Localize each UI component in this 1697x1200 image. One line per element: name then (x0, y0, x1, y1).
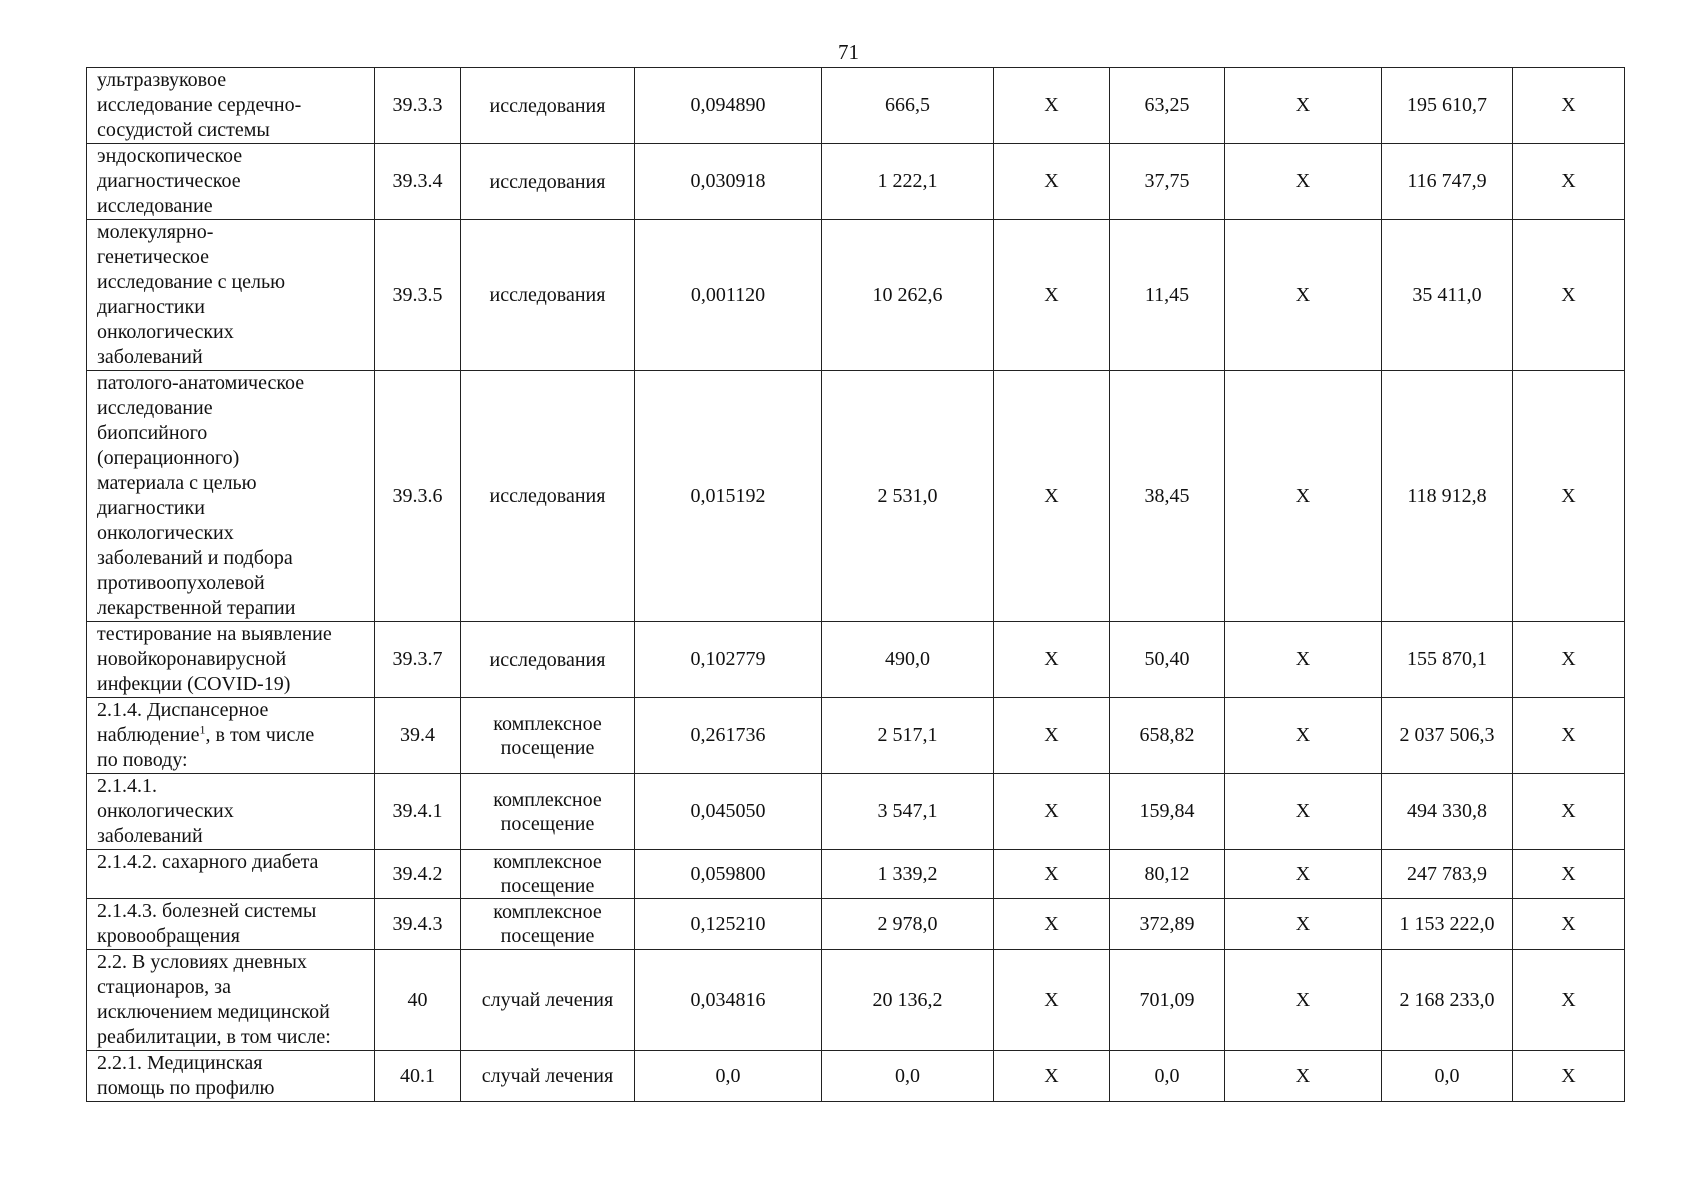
cell-text-line: комплексное (493, 712, 602, 735)
table-row (87, 698, 1625, 774)
x-mark-cell: Х (1225, 899, 1382, 950)
x-mark-cell: Х (994, 850, 1110, 899)
cell-text-line: исследования (489, 170, 606, 193)
x-mark-cell: Х (1225, 144, 1382, 220)
cell-text-line: (операционного) (97, 447, 240, 469)
total-cell: 2 168 233,0 (1382, 950, 1513, 1051)
row-code-cell: 40 (375, 950, 461, 1051)
total-cell: 116 747,9 (1382, 144, 1513, 220)
total-cell: 2 037 506,3 (1382, 698, 1513, 774)
x-mark-cell: Х (994, 1051, 1110, 1102)
x-mark-cell: Х (1225, 371, 1382, 622)
row-code-cell: 39.3.4 (375, 144, 461, 220)
unit-cell (461, 698, 635, 774)
x-mark-cell: Х (994, 899, 1110, 950)
row-code-cell: 40.1 (375, 1051, 461, 1102)
cell-text-line: патолого-анатомическое (97, 372, 305, 394)
cell-text-line: 2.2. В условиях дневных (97, 951, 307, 973)
per-capita-cell: 50,40 (1110, 622, 1225, 698)
cell-text-line: онкологических (97, 522, 234, 544)
cell-text-line: эндоскопическое (97, 145, 243, 167)
total-cell: 155 870,1 (1382, 622, 1513, 698)
per-capita-cell: 80,12 (1110, 850, 1225, 899)
x-mark-cell: Х (994, 698, 1110, 774)
per-capita-cell: 658,82 (1110, 698, 1225, 774)
cost-cell: 20 136,2 (822, 950, 994, 1051)
table-row (87, 371, 1625, 622)
total-cell: 118 912,8 (1382, 371, 1513, 622)
total-cell: 35 411,0 (1382, 220, 1513, 371)
per-capita-cell: 372,89 (1110, 899, 1225, 950)
total-cell: 247 783,9 (1382, 850, 1513, 899)
cell-text-line: диагностики (97, 497, 205, 519)
per-capita-cell: 159,84 (1110, 774, 1225, 850)
cell-text-line: тестирование на выявление (97, 623, 332, 645)
cell-text-line: 2.2.1. Медицинская (97, 1052, 263, 1074)
x-mark-cell: Х (1225, 850, 1382, 899)
cell-text-line: биопсийного (97, 422, 208, 444)
cell-text-line: исследования (489, 94, 606, 117)
cell-text-line: случай лечения (481, 1065, 614, 1087)
cell-text-line: помощь по профилю (97, 1077, 275, 1099)
per-capita-cell: 63,25 (1110, 68, 1225, 144)
total-cell: 0,0 (1382, 1051, 1513, 1102)
x-mark-cell: Х (1513, 899, 1625, 950)
per-capita-cell: 38,45 (1110, 371, 1225, 622)
cell-text-line: диагностики (97, 296, 205, 318)
table-row (87, 622, 1625, 698)
cell-text-line: материала с целью (97, 472, 257, 494)
cost-cell: 2 531,0 (822, 371, 994, 622)
cell-text-line: по поводу: (97, 749, 188, 771)
cell-text-line: комплексное (493, 901, 602, 923)
x-mark-cell: Х (1225, 698, 1382, 774)
per-capita-cell: 701,09 (1110, 950, 1225, 1051)
x-mark-cell: Х (994, 622, 1110, 698)
unit-cell (461, 371, 635, 622)
cell-text-line: 2.1.4. Диспансерное (97, 699, 269, 721)
row-code-cell: 39.3.6 (375, 371, 461, 622)
x-mark-cell: Х (1513, 698, 1625, 774)
service-name-cell (87, 68, 375, 144)
cost-cell: 3 547,1 (822, 774, 994, 850)
cell-text-line: комплексное (493, 788, 602, 811)
norm-cell: 0,045050 (635, 774, 822, 850)
x-mark-cell: Х (1225, 68, 1382, 144)
cell-text-line: случай лечения (481, 989, 614, 1011)
total-cell: 1 153 222,0 (1382, 899, 1513, 950)
cell-text-line: посещение (500, 875, 595, 897)
unit-cell (461, 850, 635, 899)
norm-cell: 0,001120 (635, 220, 822, 371)
table-row (87, 68, 1625, 144)
table-body (87, 68, 1625, 1102)
row-code-cell: 39.4 (375, 698, 461, 774)
x-mark-cell: Х (994, 144, 1110, 220)
cell-text-line: исследования (489, 485, 606, 507)
cell-text-line: онкологических (97, 800, 234, 822)
footnote-marker: 1 (199, 722, 206, 737)
x-mark-cell: Х (1513, 950, 1625, 1051)
x-mark-cell: Х (1513, 220, 1625, 371)
cell-text-line: исследование (97, 195, 213, 217)
service-name-cell (87, 371, 375, 622)
cell-text-line: диагностическое (97, 170, 241, 192)
cell-text-line: кровообращения (97, 925, 240, 947)
cell-text-line: 2.1.4.3. болезней системы (97, 900, 317, 922)
cell-text-line: наблюдение (97, 724, 200, 746)
service-name-cell (87, 622, 375, 698)
norm-cell: 0,030918 (635, 144, 822, 220)
total-cell: 195 610,7 (1382, 68, 1513, 144)
cell-text-line: комплексное (493, 851, 602, 873)
page-number: 71 (838, 40, 859, 64)
unit-cell (461, 68, 635, 144)
norm-cell: 0,0 (635, 1051, 822, 1102)
table-row (87, 774, 1625, 850)
norm-cell: 0,125210 (635, 899, 822, 950)
cell-text-line: 2.1.4.1. (97, 775, 157, 797)
cell-text-line: исследование с целью (97, 271, 286, 293)
cost-cell: 1 339,2 (822, 850, 994, 899)
cell-text-line: исключением медицинской (97, 1001, 330, 1023)
cell-text-line: ультразвуковое (97, 69, 227, 91)
service-name-cell (87, 144, 375, 220)
per-capita-cell: 11,45 (1110, 220, 1225, 371)
norm-cell: 0,059800 (635, 850, 822, 899)
unit-cell (461, 144, 635, 220)
service-name-cell (87, 220, 375, 371)
cell-text-line: заболеваний (97, 346, 203, 368)
cell-text-line: новойкоронавирусной (97, 648, 287, 670)
x-mark-cell: Х (1225, 950, 1382, 1051)
unit-cell (461, 220, 635, 371)
table-row (87, 1051, 1625, 1102)
cost-cell: 2 517,1 (822, 698, 994, 774)
cost-cell: 2 978,0 (822, 899, 994, 950)
norm-cell: 0,261736 (635, 698, 822, 774)
cell-text-line: стационаров, за (97, 976, 231, 998)
table-row (87, 899, 1625, 950)
cost-cell: 0,0 (822, 1051, 994, 1102)
cell-text-line: посещение (500, 925, 595, 947)
cell-text-line: сосудистой системы (97, 119, 270, 141)
total-cell: 494 330,8 (1382, 774, 1513, 850)
cell-text-line: 2.1.4.2. сахарного диабета (97, 851, 319, 873)
cell-text-line: посещение (500, 812, 595, 835)
cell-text-line: исследования (489, 648, 606, 671)
x-mark-cell: Х (1513, 622, 1625, 698)
cell-text-line: инфекции (COVID-19) (97, 673, 291, 695)
row-code-cell: 39.4.1 (375, 774, 461, 850)
x-mark-cell: Х (1513, 371, 1625, 622)
per-capita-cell: 0,0 (1110, 1051, 1225, 1102)
row-code-cell: 39.3.3 (375, 68, 461, 144)
x-mark-cell: Х (1225, 774, 1382, 850)
service-name-cell (87, 698, 375, 774)
per-capita-cell: 37,75 (1110, 144, 1225, 220)
cell-text-line: генетическое (97, 246, 209, 268)
table-row (87, 220, 1625, 371)
cell-text-line: посещение (500, 736, 595, 759)
unit-cell (461, 899, 635, 950)
row-code-cell: 39.3.5 (375, 220, 461, 371)
cost-cell: 490,0 (822, 622, 994, 698)
service-name-cell (87, 1051, 375, 1102)
service-name-cell (87, 774, 375, 850)
cell-text-line: реабилитации, в том числе: (97, 1026, 331, 1048)
cell-text-line: исследования (489, 284, 606, 306)
norm-cell: 0,102779 (635, 622, 822, 698)
cell-text-line: исследование (97, 397, 213, 419)
x-mark-cell: Х (1225, 622, 1382, 698)
norm-cell: 0,015192 (635, 371, 822, 622)
cost-cell: 1 222,1 (822, 144, 994, 220)
x-mark-cell: Х (1513, 1051, 1625, 1102)
x-mark-cell: Х (1513, 850, 1625, 899)
x-mark-cell: Х (1513, 144, 1625, 220)
unit-cell (461, 774, 635, 850)
x-mark-cell: Х (994, 371, 1110, 622)
service-name-cell (87, 850, 375, 899)
x-mark-cell: Х (994, 68, 1110, 144)
table-row (87, 850, 1625, 899)
row-code-cell: 39.3.7 (375, 622, 461, 698)
unit-cell (461, 622, 635, 698)
table-row (87, 144, 1625, 220)
norm-cell: 0,094890 (635, 68, 822, 144)
row-code-cell: 39.4.3 (375, 899, 461, 950)
norm-cell: 0,034816 (635, 950, 822, 1051)
unit-cell (461, 950, 635, 1051)
service-name-cell (87, 950, 375, 1051)
cost-cell: 666,5 (822, 68, 994, 144)
cell-text-line: , в том числе (205, 724, 315, 746)
cell-text-line: онкологических (97, 321, 234, 343)
cell-text-line: противоопухолевой (97, 572, 265, 594)
cell-text-line: лекарственной терапии (97, 597, 296, 619)
x-mark-cell: Х (1225, 220, 1382, 371)
x-mark-cell: Х (994, 774, 1110, 850)
cell-text-line: заболеваний (97, 825, 203, 847)
x-mark-cell: Х (1513, 68, 1625, 144)
cell-text-line: заболеваний и подбора (97, 547, 293, 569)
x-mark-cell: Х (994, 950, 1110, 1051)
table-row (87, 950, 1625, 1051)
cost-cell: 10 262,6 (822, 220, 994, 371)
x-mark-cell: Х (1225, 1051, 1382, 1102)
cell-text-line: молекулярно- (97, 221, 214, 243)
unit-cell (461, 1051, 635, 1102)
x-mark-cell: Х (1513, 774, 1625, 850)
data-table (86, 67, 1625, 1102)
cell-text-line: исследование сердечно- (97, 94, 302, 116)
x-mark-cell: Х (994, 220, 1110, 371)
row-code-cell: 39.4.2 (375, 850, 461, 899)
service-name-cell (87, 899, 375, 950)
